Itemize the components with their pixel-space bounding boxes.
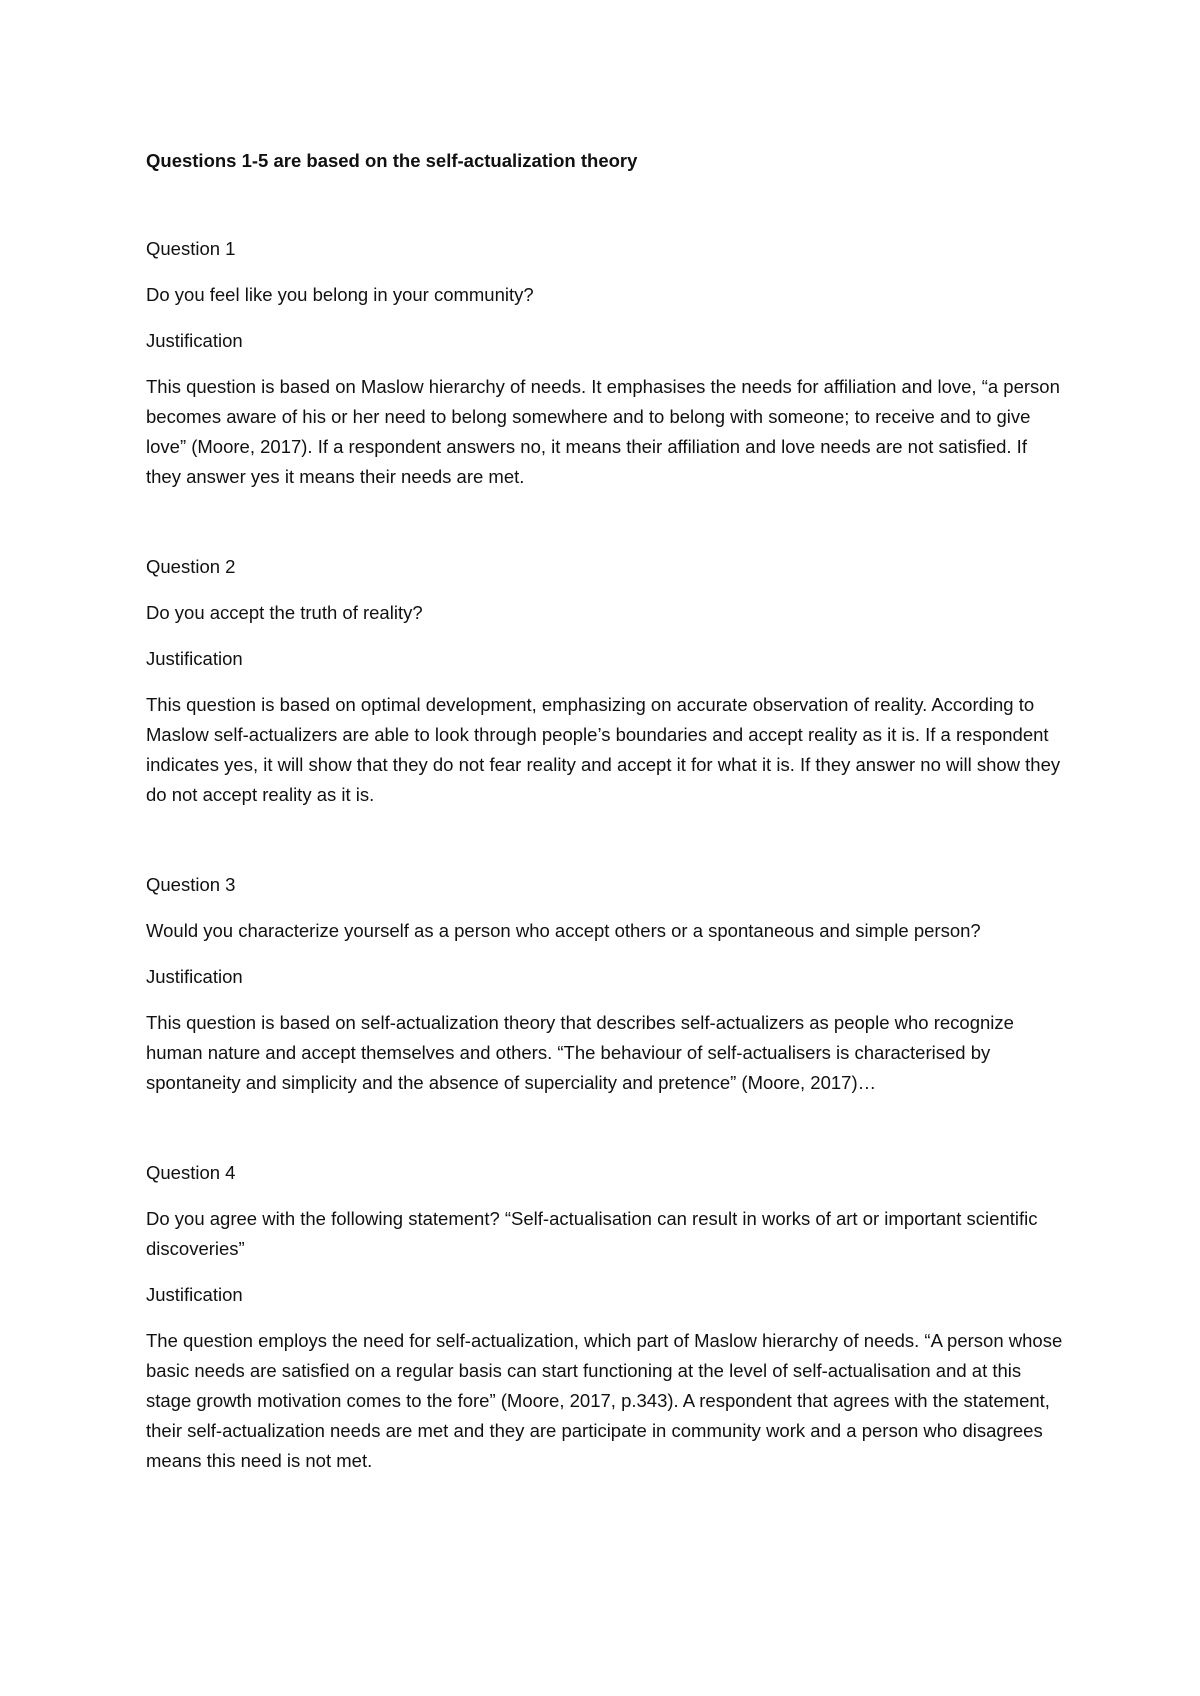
- justification-paragraph: This question is based on self-actualization theory that describes self-actualizers as people who recognize human nature and accept themselves and others. “The behaviour of self-actualisers is characterised by spontaneity and simplicity and the absence of superciality and pretence” (Moore, 2017)…: [146, 1012, 1014, 1093]
- justification-label: Justification: [146, 330, 243, 351]
- justification-label: Justification: [146, 648, 243, 669]
- justification-label: Justification: [146, 966, 243, 987]
- question-title: Question 4: [146, 1162, 236, 1183]
- question-title: Question 3: [146, 874, 236, 895]
- question-text: Do you accept the truth of reality?: [146, 602, 423, 623]
- question-text: Do you feel like you belong in your community?: [146, 284, 534, 305]
- question-block-4: [146, 1158, 1066, 1476]
- question-title: Question 2: [146, 556, 236, 577]
- question-text: Do you agree with the following statement? “Self-actualisation can result in works of art or important scientific discoveries”: [146, 1208, 1038, 1259]
- question-block-3: [146, 870, 1066, 1098]
- question-text: Would you characterize yourself as a person who accept others or a spontaneous and simple person?: [146, 920, 981, 941]
- document-body: [146, 146, 1066, 1536]
- question-block-1: [146, 234, 1066, 492]
- justification-label: Justification: [146, 1284, 243, 1305]
- document-heading: Questions 1-5 are based on the self-actualization theory: [146, 150, 638, 171]
- justification-paragraph: The question employs the need for self-actualization, which part of Maslow hierarchy of needs. “A person whose basic needs are satisfied on a regular basis can start functioning at the level of self-actualisation and at this stage growth motivation comes to the fore” (Moore, 2017, p.343). A respondent that agrees with the statement, their self-actualization needs are met and they are participate in community work and a person who disagrees means this need is not met.: [146, 1330, 1063, 1471]
- justification-paragraph: This question is based on Maslow hierarchy of needs. It emphasises the needs for affiliation and love, “a person becomes aware of his or her need to belong somewhere and to belong with someone; to receive and to give love” (Moore, 2017). If a respondent answers no, it means their affiliation and love needs are not satisfied. If they answer yes it means their needs are met.: [146, 376, 1060, 487]
- justification-paragraph: This question is based on optimal development, emphasizing on accurate observation of reality. According to Maslow self-actualizers are able to look through people’s boundaries and accept reality as it is. If a respondent indicates yes, it will show that they do not fear reality and accept it for what it is. If they answer no will show they do not accept reality as it is.: [146, 694, 1061, 805]
- question-block-2: [146, 552, 1066, 810]
- question-title: Question 1: [146, 238, 236, 259]
